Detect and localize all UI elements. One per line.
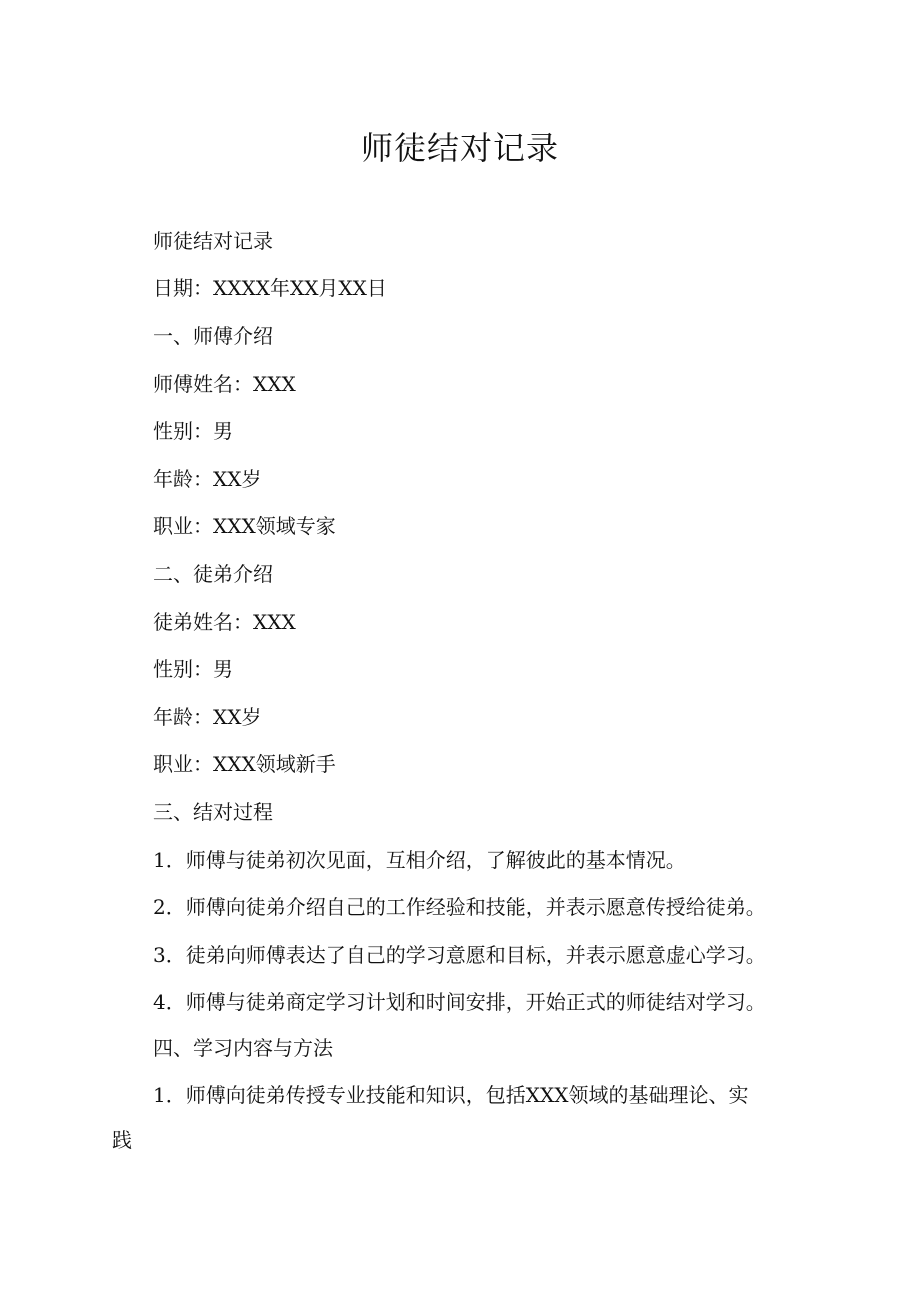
- doc-line-date: 日期：XXXX年XX月XX日: [153, 276, 387, 300]
- process-item: 3．徒弟向师傅表达了自己的学习意愿和目标，并表示愿意虚心学习。: [153, 943, 766, 967]
- content-item: 1．师傅向徒弟传授专业技能和知识，包括XXX领域的基础理论、实: [153, 1083, 749, 1107]
- apprentice-occupation: 职业：XXX领域新手: [153, 752, 336, 776]
- master-age: 年龄：XX岁: [153, 467, 262, 491]
- apprentice-age: 年龄：XX岁: [153, 705, 262, 729]
- master-name: 师傅姓名：XXX: [153, 372, 296, 396]
- master-gender: 性别：男: [153, 419, 233, 443]
- doc-line-heading: 师徒结对记录: [153, 229, 273, 253]
- content-item-continuation: 践: [112, 1128, 132, 1152]
- section-heading-content: 四、学习内容与方法: [153, 1036, 333, 1060]
- process-item: 1．师傅与徒弟初次见面，互相介绍，了解彼此的基本情况。: [153, 848, 686, 872]
- apprentice-gender: 性别：男: [153, 657, 233, 681]
- process-item: 4．师傅与徒弟商定学习计划和时间安排，开始正式的师徒结对学习。: [153, 990, 766, 1014]
- document-title: 师徒结对记录: [360, 129, 559, 167]
- section-heading-master: 一、师傅介绍: [153, 324, 273, 348]
- apprentice-name: 徒弟姓名：XXX: [153, 610, 296, 634]
- section-heading-process: 三、结对过程: [153, 800, 273, 824]
- master-occupation: 职业：XXX领域专家: [153, 514, 336, 538]
- section-heading-apprentice: 二、徒弟介绍: [153, 562, 273, 586]
- process-item: 2．师傅向徒弟介绍自己的工作经验和技能，并表示愿意传授给徒弟。: [153, 895, 766, 919]
